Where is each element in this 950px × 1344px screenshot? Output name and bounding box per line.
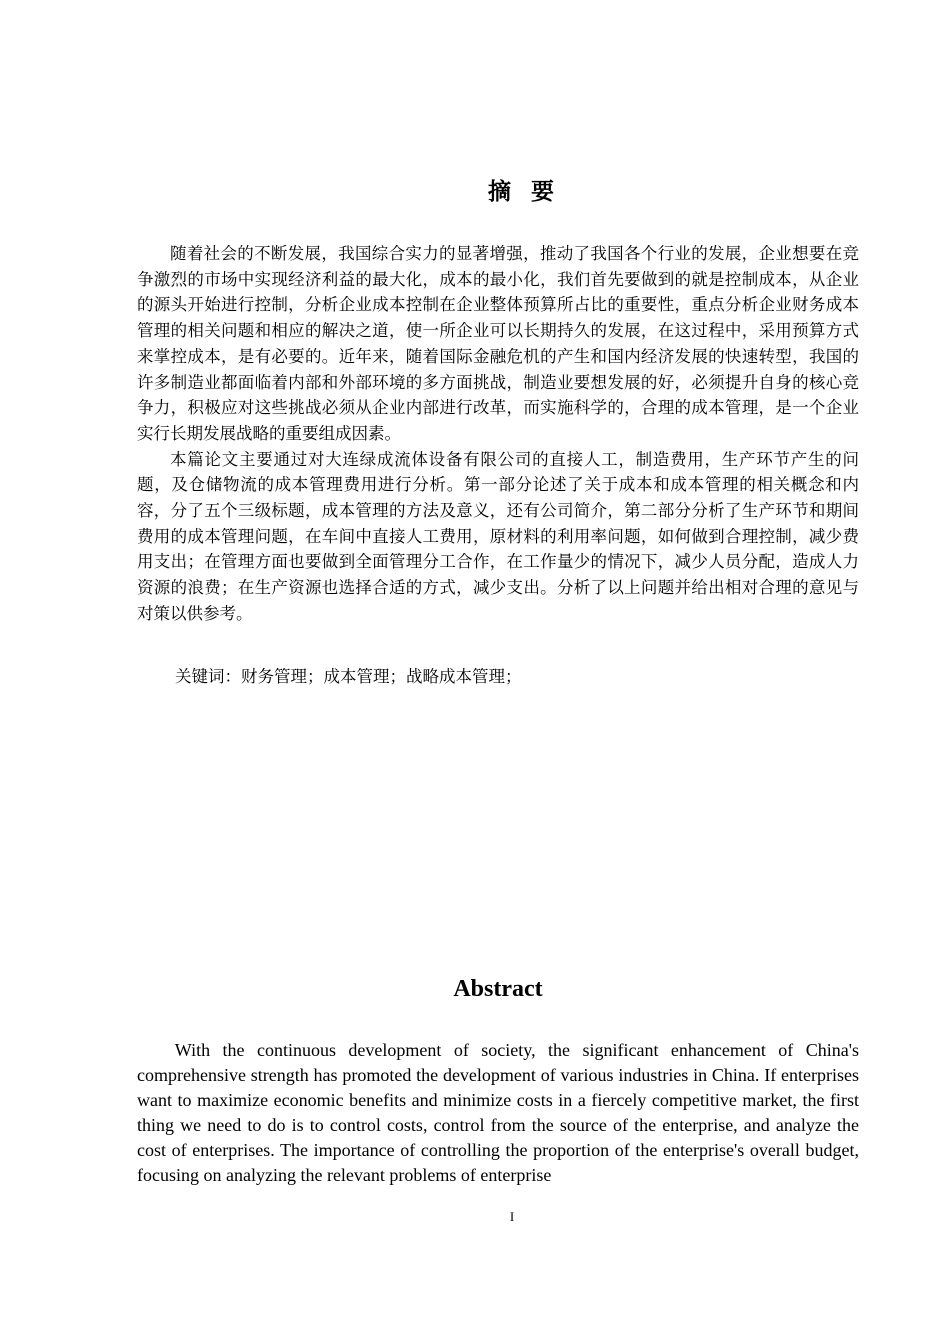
chinese-abstract-paragraph-1: 随着社会的不断发展，我国综合实力的显著增强，推动了我国各个行业的发展，企业想要在竞争激烈的市场中实现经济利益的最大化，成本的最小化，我们首先要做到的就是控制成本，从企业的源头开始进行控制，分析企业成本控制在企业整体预算所占比的重要性，重点分析企业财务成本管理的相关问题和相应的解决之道，使一所企业可以长期持久的发展，在这过程中，采用预算方式来掌控成本，是有必要的。近年来，随着国际金融危机的产生和国内经济发展的快速转型，我国的许多制造业都面临着内部和外部环境的多方面挑战，制造业要想发展的好，必须提升自身的核心竞争力，积极应对这些挑战必须从企业内部进行改革，而实施科学的，合理的成本管理，是一个企业实行长期发展战略的重要组成因素。 [137,244,859,443]
english-abstract-title: Abstract [453,976,543,1002]
chinese-abstract-paragraph-2: 本篇论文主要通过对大连绿成流体设备有限公司的直接人工，制造费用，生产环节产生的问题，及仓储物流的成本管理费用进行分析。第一部分论述了关于成本和成本管理的相关概念和内容，分了五个三级标题，成本管理的方法及意义，还有公司简介，第二部分分析了生产环节和期间费用的成本管理问题，在车间中直接人工费用，原材料的利用率问题，如何做到合理控制，减少费用支出；在管理方面也要做到全面管理分工合作，在工作量少的情况下，减少人员分配，造成人力资源的浪费；在生产资源也选择合适的方式，减少支出。分析了以上问题并给出相对合理的意见与对策以供参考。 [137,449,859,623]
chinese-abstract-body [137,241,859,627]
english-abstract-body [137,1038,859,1188]
chinese-keywords [175,664,859,689]
english-abstract-paragraph: With the continuous development of society, the significant enhancement of China's comprehensive strength has promoted the development of various industries in China. If enterprises want to maximize economic benefits and minimize costs in a fiercely competitive market, the first thing we need to do is to control costs, control from the source of the enterprise, and analyze the cost of enterprises. The importance of controlling the proportion of the enterprise's overall budget, focusing on analyzing the relevant problems of enterprise [137,1040,859,1185]
page-number: I [509,1209,515,1224]
keywords-label: 关键词： [175,667,241,686]
chinese-abstract-title: 摘 要 [487,179,560,205]
keywords-text: 财务管理；成本管理；战略成本管理； [241,667,522,686]
